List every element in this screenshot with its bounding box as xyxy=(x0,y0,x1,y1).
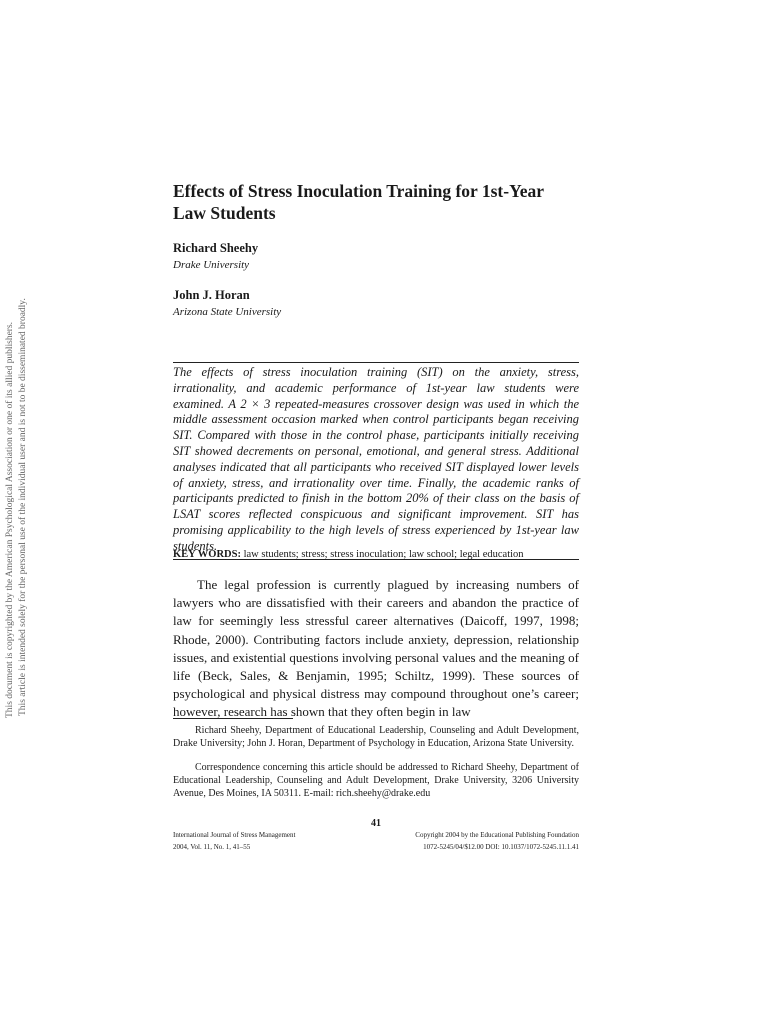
keywords-list: law students; stress; stress inoculation; law school; legal education xyxy=(243,549,524,560)
copyright-side-notice xyxy=(0,0,40,1024)
footnote-divider xyxy=(173,718,293,719)
article-title: Effects of Stress Inoculation Training for 1st-Year Law Students xyxy=(173,181,544,223)
author-note-affiliations: Richard Sheehy, Department of Educational Leadership, Counseling and Adult Development, Drake University; John J. Horan, Department of Psychology in Education, Arizona State University. xyxy=(173,725,579,749)
side-notice-line-1: This document is copyrighted by the American Psychological Association or one of its allied publishers. xyxy=(5,321,15,718)
body-paragraph: The legal profession is currently plagued by increasing numbers of lawyers who are dissatisfied with their careers and abandon the practice of law for seemingly less stressful career alternatives (Daicoff, 1997, 1998; Rhode, 2000). Contributing factors include anxiety, depression, relationship issues, and existential questions involving personal values and the meaning of life (Beck, Sales, & Benjamin, 1995; Schiltz, 1999). These sources of psychological and physical distress may compound throughout one’s career; however, research has shown that they often begin in law xyxy=(173,577,579,720)
journal-citation xyxy=(173,829,295,853)
author-block-1 xyxy=(173,241,579,271)
side-notice-line-2: This article is intended solely for the personal use of the individual user and is not to be disseminated broadly. xyxy=(18,298,28,716)
author-name: John J. Horan xyxy=(173,288,250,302)
page-number: 41 xyxy=(371,818,381,829)
abstract: The effects of stress inoculation training (SIT) on the anxiety, stress, irrationality, and academic performance of 1st-year law students were examined. A 2 × 3 repeated-measures crossover design was used in which the middle assessment occasion marked when control participants began receiving SIT. Compared with those in the control phase, participants initially receiving SIT showed decrements on personal, emotional, and general stress. Additional analyses indicated that all participants who received SIT displayed lower levels of anxiety, stress, and irrationality over time. Finally, the academic ranks of participants predicted to finish in the bottom 20% of their class on the basis of LSAT scores reflected conspicuous and significant improvement. SIT has promising applicability to the high levels of stress experienced by 1st-year law students. xyxy=(173,362,579,560)
keywords-line xyxy=(173,549,579,560)
doi-line: 1072-5245/04/$12.00 DOI: 10.1037/1072-5245.11.1.41 xyxy=(423,843,579,851)
keywords-label: KEY WORDS: xyxy=(173,549,241,560)
journal-issue: 2004, Vol. 11, No. 1, 41–55 xyxy=(173,843,251,851)
author-name: Richard Sheehy xyxy=(173,241,259,255)
copyright-info xyxy=(350,829,579,853)
author-affiliation: Arizona State University xyxy=(173,306,282,318)
copyright-line: Copyright 2004 by the Educational Publishing Foundation xyxy=(415,831,579,839)
author-note-correspondence: Correspondence concerning this article should be addressed to Richard Sheehy, Department of Educational Leadership, Counseling and Adult Development, Drake University, 3206 University Avenue, Des Moines, IA 50311. E-mail: rich.sheehy@drake.edu xyxy=(173,762,579,799)
journal-name: International Journal of Stress Management xyxy=(173,831,296,839)
author-affiliation: Drake University xyxy=(173,259,250,271)
author-block-2 xyxy=(173,288,579,318)
